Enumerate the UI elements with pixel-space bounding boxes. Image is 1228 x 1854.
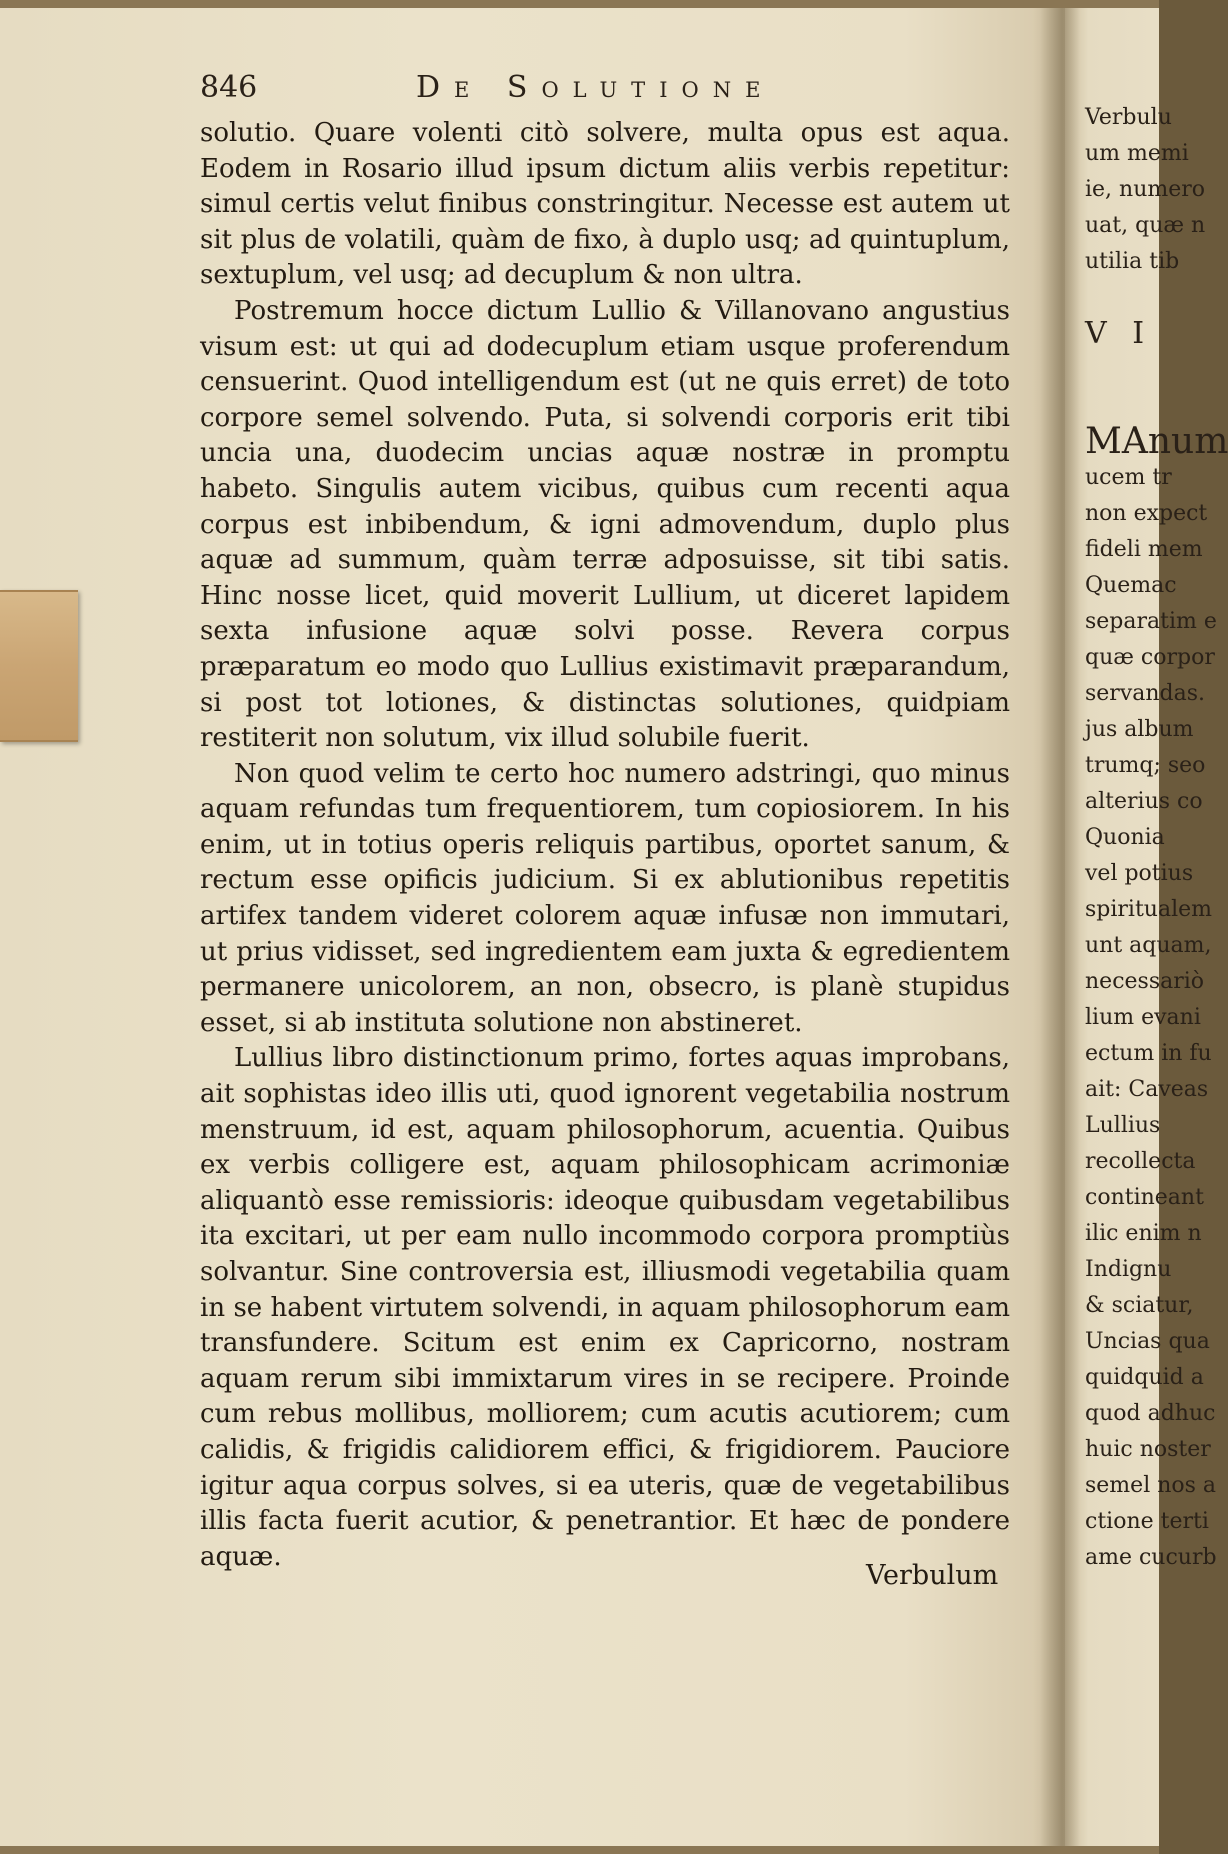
facing-line: servandas.	[1085, 681, 1206, 706]
paragraph: Postremum hocce dictum Lullio & Villanovano angustius visum est: ut qui ad dodecuplum etiam usque proferendum censuerint. Quod intelligendum est (ut ne quis erret) de toto corpore semel solvendo. Puta, si solvendi corporis erit tibi uncia una, duodecim uncias aquæ nostræ in promptu habeto. Singulis autem vicibus, quibus cum recenti aqua corpus est inbibendum, & igni admovendum, duplo plus aquæ ad summum, quàm terræ adposuisse, sit tibi satis. Hinc nosse licet, quid moverit Lullium, ut diceret lapidem sexta infusione aquæ solvi posse. Revera corpus præparatum eo modo quo Lullius existimavit præparandum, si post tot lotiones, & distinctas solutiones, quidpiam restiterit non solutum, vix illud solubile fuerit.	[200, 295, 1010, 754]
catchword: Verbulum	[866, 1560, 999, 1591]
facing-line: lium evani	[1085, 1005, 1201, 1030]
page-tab-marker	[0, 590, 78, 742]
facing-line	[1085, 352, 1225, 388]
facing-line: trumq; seo	[1085, 753, 1206, 778]
page-number: 846	[200, 70, 258, 105]
facing-line	[1085, 280, 1225, 316]
facing-line: Verbulu	[1085, 105, 1172, 130]
facing-line: utilia tib	[1085, 249, 1180, 274]
facing-line	[1085, 388, 1225, 424]
facing-line: jus album	[1085, 717, 1194, 742]
paragraph: Non quod velim te certo hoc numero adstringi, quo minus aquam refundas tum frequentiorem, tum copiosiorem. In his enim, ut in totius operis reliquis partibus, oportet sanum, & rectum esse opificis judicium. Si ex ablutionibus repetitis artifex tandem videret colorem aquæ infusæ non immutari, ut prius vidisset, sed ingredientem eam juxta & egredientem permanere unicolorem, an non, obsecro, is planè stupidus esset, si ab instituta solutione non abstineret.	[200, 758, 1010, 1038]
facing-line: quod adhuc	[1085, 1401, 1216, 1426]
facing-line: ame cucurb	[1085, 1545, 1217, 1570]
facing-line: recollecta	[1085, 1149, 1196, 1174]
running-head	[200, 70, 1000, 110]
facing-initial-line: MAnum	[1085, 421, 1228, 462]
facing-line: ilic enim n	[1085, 1221, 1202, 1246]
facing-page-text	[1085, 100, 1228, 1576]
running-title: De Solutione	[416, 70, 775, 105]
facing-line: ucem tr	[1085, 465, 1172, 490]
facing-heading: V I	[1085, 316, 1153, 351]
facing-line: alterius co	[1085, 789, 1203, 814]
facing-line: huic noster	[1085, 1437, 1211, 1462]
facing-line: contineant	[1085, 1185, 1204, 1210]
bottom-page-edge	[0, 1846, 1159, 1854]
facing-line: necessariò	[1085, 969, 1205, 994]
facing-line: Quemac	[1085, 573, 1177, 598]
facing-line: semel nos a	[1085, 1473, 1217, 1498]
facing-line: ectum in fu	[1085, 1041, 1212, 1066]
top-page-edge	[0, 0, 1159, 8]
facing-line: vel potius	[1085, 861, 1194, 886]
facing-line: Uncias qua	[1085, 1329, 1210, 1354]
facing-line: ait: Caveas	[1085, 1077, 1209, 1102]
body-text	[200, 116, 1010, 1575]
facing-line: Quonia	[1085, 825, 1165, 850]
paragraph: Lullius libro distinctionum primo, fortes aquas improbans, ait sophistas ideo illis uti, quod ignorent vegetabilia nostrum menstruum, id est, aquam philosophorum, acuentia. Quibus ex verbis colligere est, aquam philosophicam acrimoniæ aliquantò esse remissioris: ideoque quibusdam vegetabilibus ita excitari, ut per eam nullo incommodo corpora promptiùs solvantur. Sine controversia est, illiusmodi vegetabilia quam in se habent virtutem solvendi, in aquam philosophorum eam transfundere. Scitum est enim ex Capricorno, nostram aquam rerum sibi immixtarum vires in se recipere. Proinde cum rebus mollibus, molliorem; cum acutis acutiorem; cum calidis, & frigidis calidiorem effici, & frigidiorem. Pauciore igitur aqua corpus solves, si ea uteris, quæ de vegetabilibus illis facta fuerit acutior, & penetrantior. Et hæc de pondere aquæ.	[200, 1043, 1010, 1572]
facing-line: Lullius	[1085, 1113, 1161, 1138]
facing-line: uat, quæ n	[1085, 213, 1206, 238]
paragraph: solutio. Quare volenti citò solvere, multa opus est aqua. Eodem in Rosario illud ipsum dictum aliis verbis repetitur: simul certis velut finibus constringitur. Necesse est autem ut sit plus de volatili, quàm de fixo, à duplo usq; ad quintuplum, sextuplum, vel usq; ad decuplum & non ultra.	[200, 118, 1010, 291]
gutter-shadow	[1040, 0, 1080, 1854]
facing-line: non expect	[1085, 501, 1208, 526]
facing-line: ie, numero	[1085, 177, 1206, 202]
facing-line: quidquid a	[1085, 1365, 1204, 1390]
facing-line: spiritualem	[1085, 897, 1213, 922]
facing-line: fideli mem	[1085, 537, 1203, 562]
facing-line: & sciatur,	[1085, 1293, 1194, 1318]
facing-line: unt aquam,	[1085, 933, 1212, 958]
facing-line: quæ corpor	[1085, 645, 1215, 670]
facing-line: separatim e	[1085, 609, 1217, 634]
facing-line: um memi	[1085, 141, 1189, 166]
facing-line: ctione terti	[1085, 1509, 1209, 1534]
facing-line: Indignu	[1085, 1257, 1172, 1282]
